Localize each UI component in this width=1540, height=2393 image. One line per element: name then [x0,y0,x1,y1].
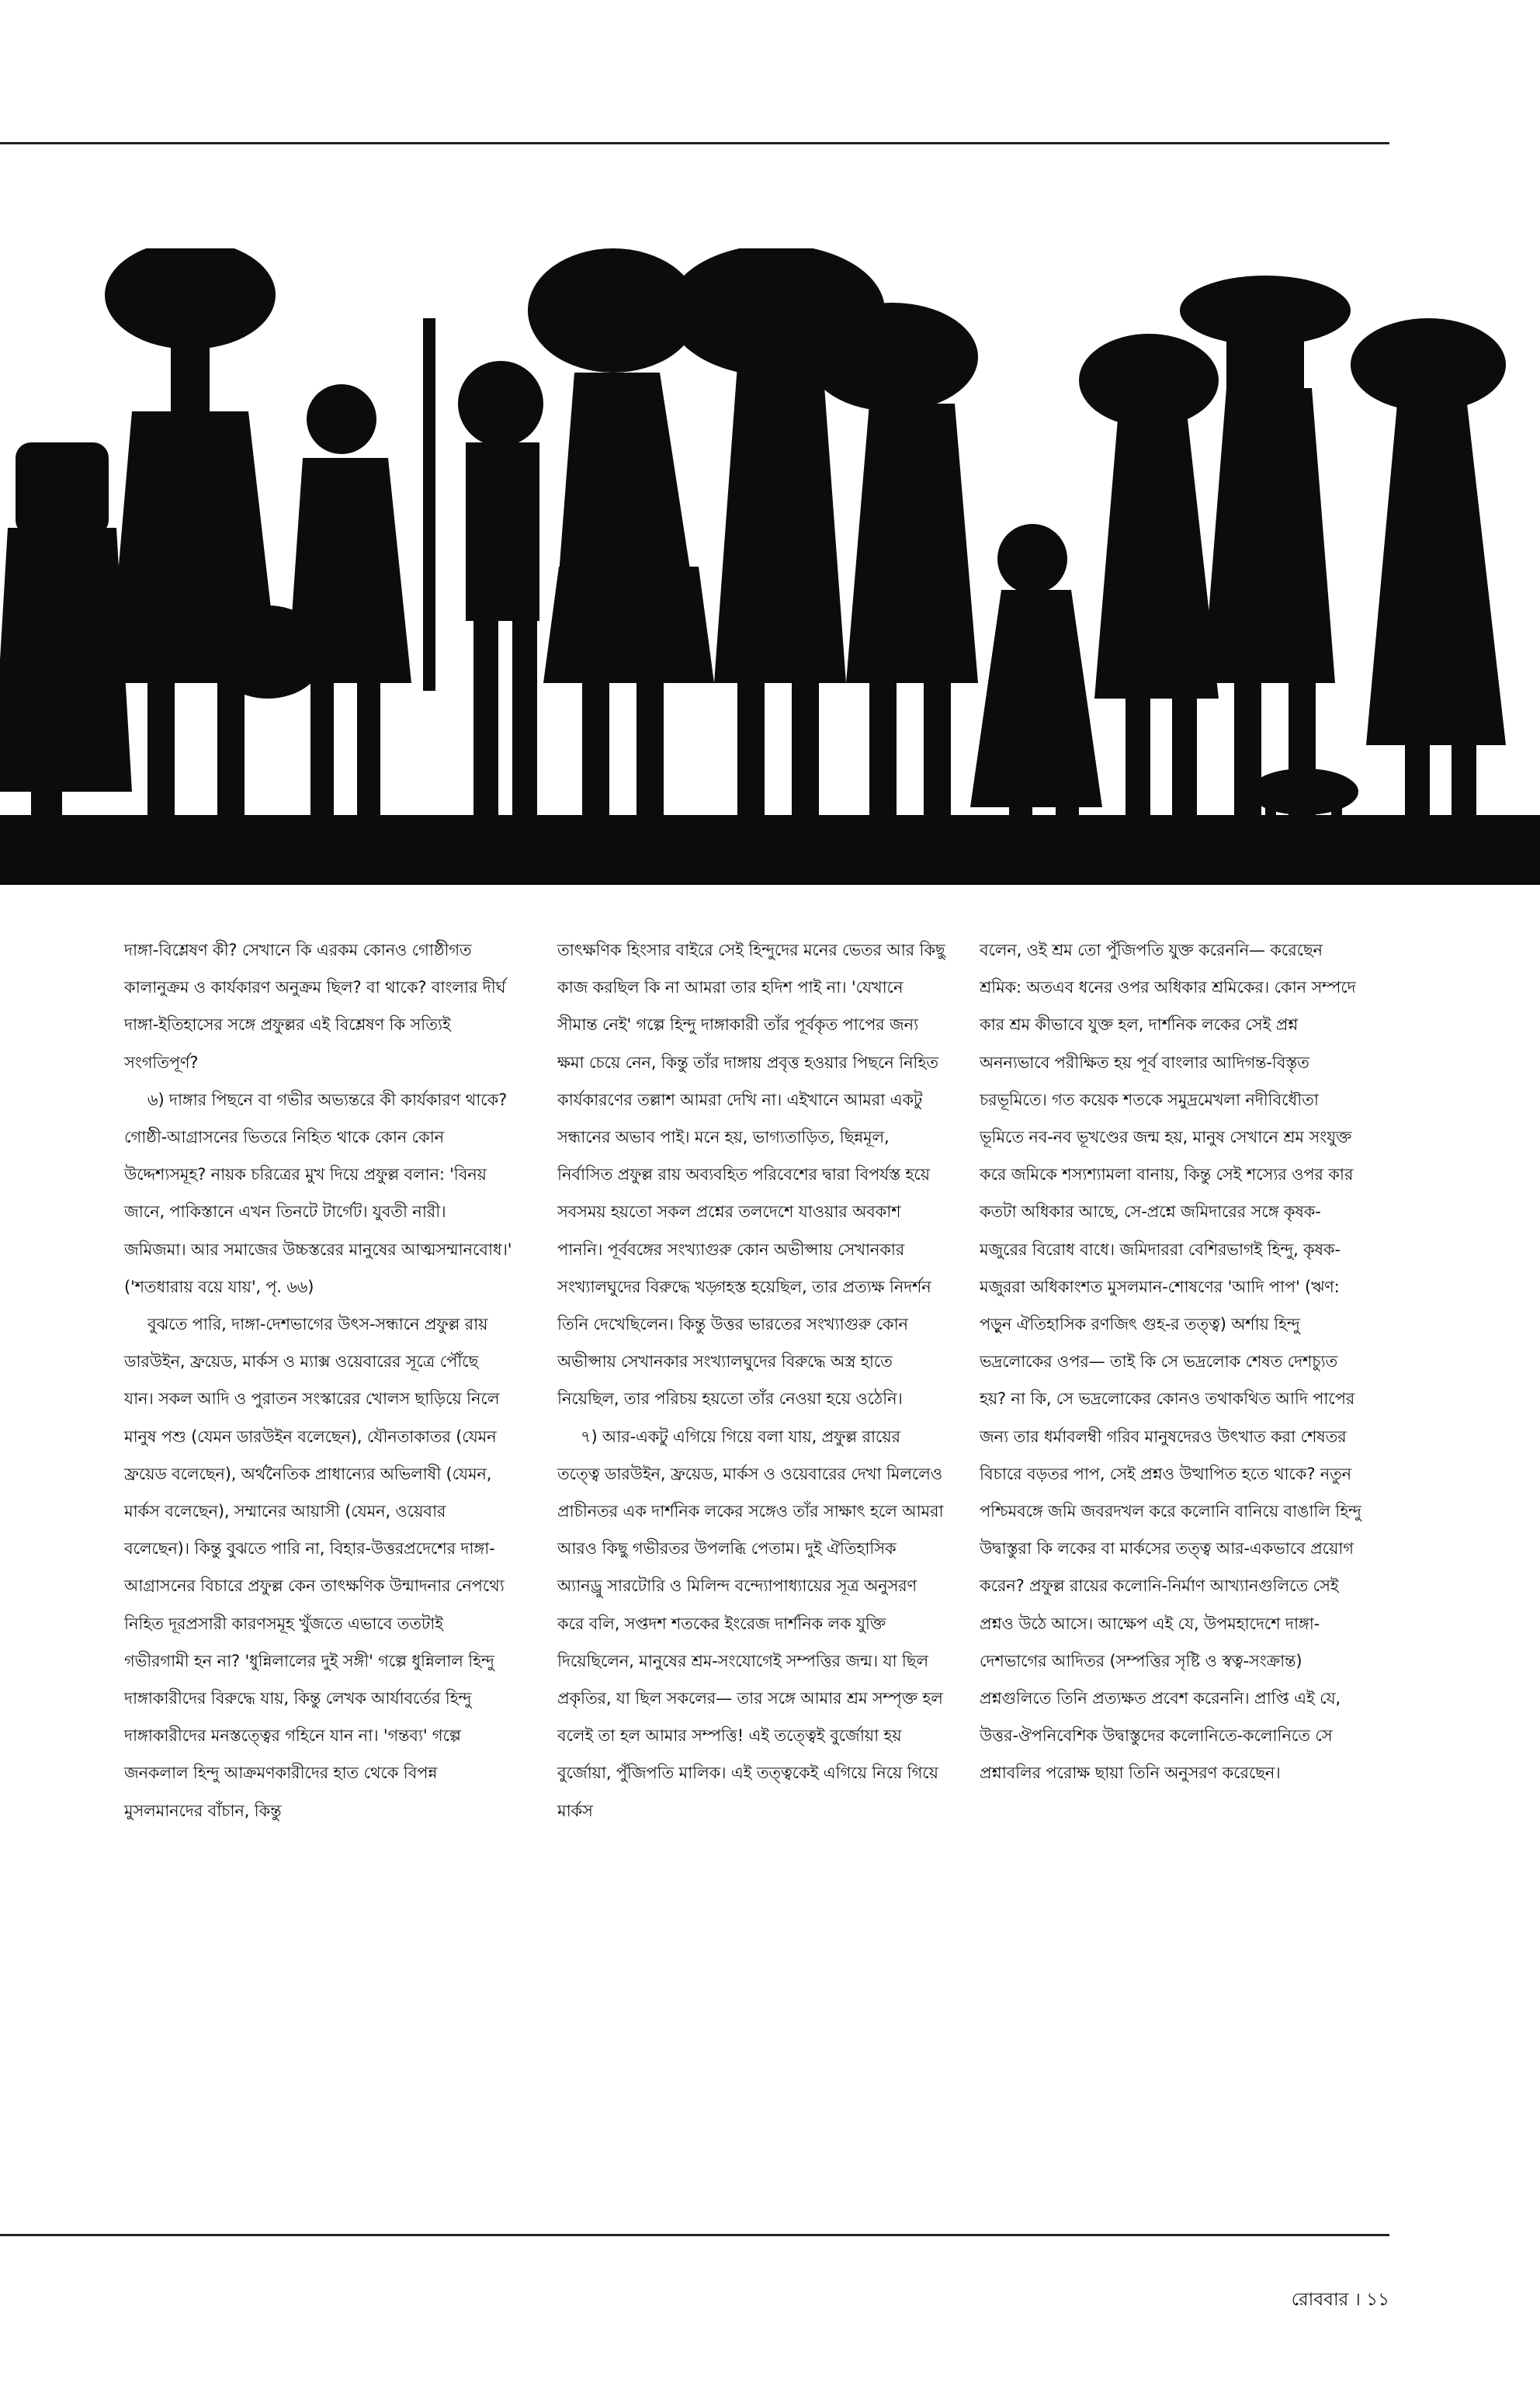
article-paragraph: তাৎক্ষণিক হিংসার বাইরে সেই হিন্দুদের মনের ভেতর আর কিছু কাজ করছিল কি না আমরা তার হদিশ পাই না। 'যেখানে সীমান্ত নেই' গল্পে হিন্দু দাঙ্গাকারী তাঁর পূর্বকৃত পাপের জন্য ক্ষমা চেয়ে নেন, কিন্তু তাঁর দাঙ্গায় প্রবৃত্ত হওয়ার পিছনে নিহিত কার্যকারণের তল্লাশ আমরা দেখি না। এইখানে আমরা একটু সন্ধানের অভাব পাই। মনে হয়, ভাগ্যতাড়িত, ছিন্নমূল, নির্বাসিত প্রফুল্ল রায় অব্যবহিত পরিবেশের দ্বারা বিপর্যস্ত হয়ে সবসময় হয়তো সকল প্রশ্নের তলদেশে যাওয়ার অবকাশ পাননি। পূর্ববঙ্গের সংখ্যাগুরু কোন অভীপ্সায় সেখানকার সংখ্যালঘুদের বিরুদ্ধে খড়্গহস্ত হয়েছিল, তার প্রত্যক্ষ নিদর্শন তিনি দেখেছিলেন। কিন্তু উত্তর ভারতের সংখ্যাগুরু কোন অভীপ্সায় সেখানকার সংখ্যালঘুদের বিরুদ্ধে অস্ত্র হাতে নিয়েছিল, তার পরিচয় হয়তো তাঁর নেওয়া হয়ে ওঠেনি। [557,941,945,1409]
article-paragraph: বুঝতে পারি, দাঙ্গা-দেশভাগের উৎস-সন্ধানে প্রফুল্ল রায় ডারউইন, ফ্রয়েড, মার্কস ও ম্যাক্স ওয়েবারের সূত্রে পৌঁছে যান। সকল আদি ও পুরাতন সংস্কারের খোলস ছাড়িয়ে নিলে মানুষ পশু (যেমন ডারউইন বলেছেন), যৌনতাকাতর (যেমন ফ্রয়েড বলেছেন), অর্থনৈতিক প্রাধান্যের অভিলাষী (যেমন, মার্কস বলেছেন), সম্মানের আয়াসী (যেমন, ওয়েবার বলেছেন)। কিন্তু বুঝতে পারি না, বিহার-উত্তরপ্রদেশের দাঙ্গা-আগ্রাসনের বিচারে প্রফুল্ল কেন তাৎক্ষণিক উন্মাদনার নেপথ্যে নিহিত দূরপ্রসারী কারণসমূহ খুঁজতে এভাবে ততটাই গভীরগামী হন না? 'ধুন্নিলালের দুই সঙ্গী' গল্পে ধুন্নিলাল হিন্দু দাঙ্গাকারীদের বিরুদ্ধে যায়, কিন্তু লেখক আর্যাবর্তের হিন্দু দাঙ্গাকারীদের মনস্তত্ত্বের গহিনে যান না। 'গন্তব্য' গল্পে জনকলাল হিন্দু আক্রমণকারীদের হাত থেকে বিপন্ন মুসলমানদের বাঁচান, কিন্তু [124,1315,505,1820]
article-column-3 [980,931,1368,1792]
article-paragraph: বলেন, ওই শ্রম তো পুঁজিপতি যুক্ত করেননি— করেছেন শ্রমিক: অতএব ধনের ওপর অধিকার শ্রমিকের। কোন সম্পদে কার শ্রম কীভাবে যুক্ত হল, দার্শনিক লকের সেই প্রশ্ন অনন্যভাবে পরীক্ষিত হয় পূর্ব বাংলার আদিগন্ত-বিস্তৃত চরভূমিতে। গত কয়েক শতকে সমুদ্রমেখলা নদীবিধৌতা ভূমিতে নব-নব ভূখণ্ডের জন্ম হয়, মানুষ সেখানে শ্রম সংযুক্ত করে জমিকে শস্যশ্যামলা বানায়, কিন্তু সেই শস্যের ওপর কার কতটা অধিকার আছে, সে-প্রশ্নে জমিদারের সঙ্গে কৃষক-মজুরের বিরোধ বাধে। জমিদাররা বেশিরভাগই হিন্দু, কৃষক-মজুররা অধিকাংশত মুসলমান-শোষণের 'আদি পাপ' (ঋণ: পড়ুন ঐতিহাসিক রণজিৎ গুহ-র তত্ত্ব) অর্শায় হিন্দু ভদ্রলোকের ওপর— তাই কি সে ভদ্রলোক শেষত দেশচ্যুত হয়? না কি, সে ভদ্রলোকের কোনও তথাকথিত আদি পাপের জন্য তার ধর্মাবলম্বী গরিব মানুষদেরও উৎখাত করা শেষতর বিচারে বড়তর পাপ, সেই প্রশ্নও উত্থাপিত হতে থাকে? নতুন পশ্চিমবঙ্গে জমি জবরদখল করে কলোনি বানিয়ে বাঙালি হিন্দু উদ্বাস্তুরা কি লকের বা মার্কসের তত্ত্ব আর-একভাবে প্রয়োগ করেন? প্রফুল্ল রায়ের কলোনি-নির্মাণ আখ্যানগুলিতে সেই প্রশ্নও উঠে আসে। আক্ষেপ এই যে, উপমহাদেশে দাঙ্গা-দেশভাগের আদিতর (সম্পত্তির সৃষ্টি ও স্বত্ব-সংক্রান্ত) প্রশ্নগুলিতে তিনি প্রত্যক্ষত প্রবেশ করেননি। প্রাপ্তি এই যে, উত্তর-ঔপনিবেশিক উদ্বাস্তুদের কলোনিতে-কলোনিতে সে প্রশ্নাবলির পরোক্ষ ছায়া তিনি অনুসরণ করেছেন। [980,941,1361,1783]
top-rule [0,142,1389,144]
bottom-rule [0,2234,1389,2236]
article-paragraph: দাঙ্গা-বিশ্লেষণ কী? সেখানে কি এরকম কোনও গোষ্ঠীগত কালানুক্রম ও কার্যকারণ অনুক্রম ছিল? বা থাকে? বাংলার দীর্ঘ দাঙ্গা-ইতিহাসের সঙ্গে প্রফুল্লর এই বিশ্লেষণ কি সত্যিই সংগতিপূর্ণ? [124,941,506,1072]
page-number: ১১ [1366,2290,1389,2310]
silhouette-illustration [0,248,1540,885]
article-paragraph: ৬) দাঙ্গার পিছনে বা গভীর অভ্যন্তরে কী কার্যকারণ থাকে? গোষ্ঠী-আগ্রাসনের ভিতরে নিহিত থাকে কোন কোন উদ্দেশ্যসমূহ? নায়ক চরিত্রের মুখ দিয়ে প্রফুল্ল বলান: 'বিনয় জানে, পাকিস্তানে এখন তিনটে টার্গেট। যুবতী নারী। জমিজমা। আর সমাজের উচ্চস্তরের মানুষের আত্মসম্মানবোধ।' ('শতধারায় বয়ে যায়', পৃ. ৬৬) [124,1090,512,1296]
article-paragraph: ৭) আর-একটু এগিয়ে গিয়ে বলা যায়, প্রফুল্ল রায়ের তত্ত্বে ডারউইন, ফ্রয়েড, মার্কস ও ওয়েবারের দেখা মিললেও প্রাচীনতর এক দার্শনিক লকের সঙ্গেও তাঁর সাক্ষাৎ হলে আমরা আরও কিছু গভীরতর উপলব্ধি পেতাম। দুই ঐতিহাসিক অ্যানড্রু সারটোরি ও মিলিন্দ বন্দ্যোপাধ্যায়ের সূত্র অনুসরণ করে বলি, সপ্তদশ শতকের ইংরেজ দার্শনিক লক যুক্তি দিয়েছিলেন, মানুষের শ্রম-সংযোগেই সম্পত্তির জন্ম। যা ছিল প্রকৃতির, যা ছিল সকলের— তার সঙ্গে আমার শ্রম সম্পৃক্ত হল বলেই তা হল আমার সম্পত্তি! এই তত্ত্বেই বুর্জোয়া হয় বুর্জোয়া, পুঁজিপতি মালিক। এই তত্ত্বকেই এগিয়ে নিয়ে গিয়ে মার্কস [557,1427,944,1820]
magazine-name: রোববার [1291,2290,1349,2310]
article-column-2 [557,931,945,1829]
page-footer [1118,2285,1389,2315]
footer-separator: । [1354,2290,1361,2310]
article-column-1 [124,931,512,1829]
